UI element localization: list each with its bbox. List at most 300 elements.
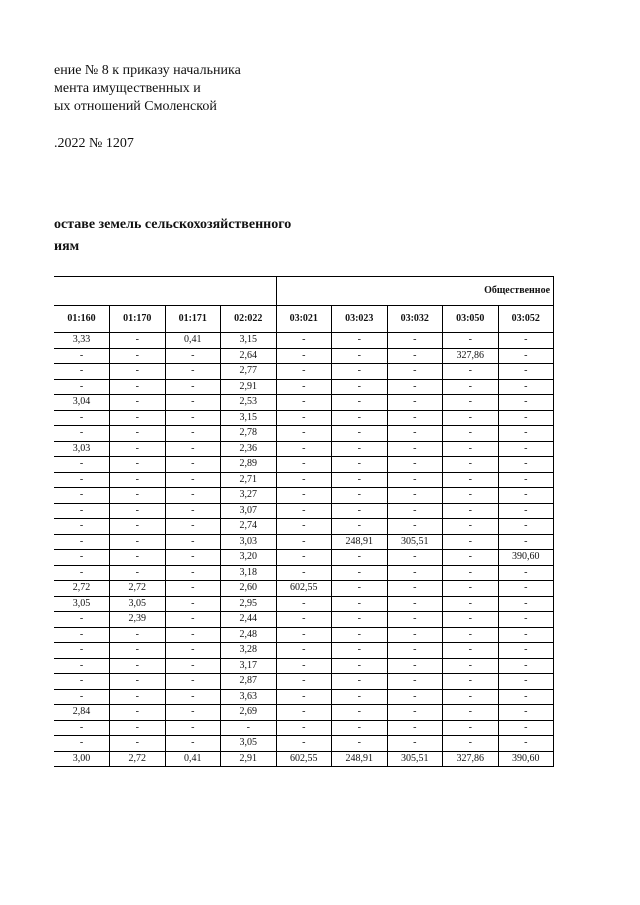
table-cell: - — [332, 426, 388, 442]
table-cell: - — [443, 565, 499, 581]
table-cell: - — [54, 534, 110, 550]
table-cell: 3,15 — [221, 333, 277, 349]
table-cell: - — [443, 596, 499, 612]
table-cell: - — [443, 612, 499, 628]
table-cell: - — [387, 658, 443, 674]
table-cell: 3,18 — [221, 565, 277, 581]
table-cell: - — [498, 720, 554, 736]
table-cell: - — [110, 410, 166, 426]
table-cell: - — [498, 658, 554, 674]
table-cell: - — [221, 720, 277, 736]
table-cell: - — [54, 689, 110, 705]
table-cell: - — [276, 565, 332, 581]
table-cell: 2,84 — [54, 705, 110, 721]
total-cell: 305,51 — [387, 751, 443, 767]
table-cell: - — [332, 457, 388, 473]
table-cell: - — [498, 705, 554, 721]
table-cell: - — [165, 565, 221, 581]
table-cell: - — [165, 503, 221, 519]
table-cell: - — [165, 720, 221, 736]
table-row — [54, 441, 554, 457]
table-cell: - — [443, 674, 499, 690]
table-cell: 2,60 — [221, 581, 277, 597]
table-cell: - — [387, 581, 443, 597]
table-cell: - — [443, 503, 499, 519]
table-cell: 602,55 — [276, 581, 332, 597]
title-line: иям — [54, 239, 80, 254]
group-header-public: Общественное — [276, 277, 554, 306]
table-cell: - — [387, 736, 443, 752]
table-cell: - — [332, 488, 388, 504]
table-cell: - — [332, 379, 388, 395]
table-cell: - — [54, 410, 110, 426]
table-cell: - — [110, 348, 166, 364]
table-cell: 2,48 — [221, 627, 277, 643]
table-cell: - — [54, 472, 110, 488]
table-cell: - — [276, 426, 332, 442]
table-cell: - — [110, 705, 166, 721]
table-cell: - — [387, 348, 443, 364]
table-row — [54, 364, 554, 380]
table-cell: - — [110, 457, 166, 473]
table-cell: - — [110, 379, 166, 395]
table-cell: - — [443, 395, 499, 411]
table-row — [54, 720, 554, 736]
table-cell: 3,33 — [54, 333, 110, 349]
total-cell: 2,72 — [110, 751, 166, 767]
table-cell: - — [165, 426, 221, 442]
appendix-line: ых отношений Смоленской — [54, 99, 217, 114]
table-cell: - — [387, 472, 443, 488]
table-cell: 3,05 — [221, 736, 277, 752]
data-table — [54, 276, 554, 767]
column-header: 03:032 — [387, 306, 443, 333]
column-header: 03:050 — [443, 306, 499, 333]
table-cell: - — [165, 643, 221, 659]
total-cell: 2,91 — [221, 751, 277, 767]
table-cell: - — [498, 333, 554, 349]
table-cell: - — [332, 519, 388, 535]
table-cell: 3,15 — [221, 410, 277, 426]
table-cell: - — [165, 581, 221, 597]
table-row — [54, 410, 554, 426]
table-cell: - — [165, 534, 221, 550]
total-cell: 248,91 — [332, 751, 388, 767]
table-cell: - — [443, 736, 499, 752]
table-cell: - — [276, 612, 332, 628]
table-cell: - — [498, 596, 554, 612]
table-cell: - — [387, 720, 443, 736]
table-cell: - — [443, 379, 499, 395]
table-cell: 3,07 — [221, 503, 277, 519]
table-cell: - — [276, 457, 332, 473]
table-cell: - — [110, 658, 166, 674]
table-row — [54, 503, 554, 519]
table-cell: - — [276, 550, 332, 566]
table-cell: - — [276, 395, 332, 411]
table-cell: 3,63 — [221, 689, 277, 705]
table-row — [54, 689, 554, 705]
table-cell: - — [387, 379, 443, 395]
table-cell: - — [387, 612, 443, 628]
table-row — [54, 736, 554, 752]
table-row — [54, 596, 554, 612]
table-cell: - — [276, 441, 332, 457]
table-cell: - — [332, 689, 388, 705]
table-cell: 327,86 — [443, 348, 499, 364]
table-cell: - — [110, 503, 166, 519]
table-cell: - — [498, 488, 554, 504]
table-cell: - — [332, 596, 388, 612]
appendix-line: ение № 8 к приказу начальника — [54, 63, 241, 78]
table-cell: - — [165, 736, 221, 752]
table-cell: - — [54, 364, 110, 380]
table-cell: - — [276, 364, 332, 380]
table-cell: - — [165, 550, 221, 566]
table-cell: - — [387, 457, 443, 473]
table-cell: 3,27 — [221, 488, 277, 504]
table-cell: - — [387, 674, 443, 690]
table-cell: - — [443, 457, 499, 473]
table-cell: - — [443, 534, 499, 550]
table-cell: - — [387, 643, 443, 659]
table-cell: - — [443, 627, 499, 643]
table-cell: - — [276, 658, 332, 674]
table-cell: - — [165, 472, 221, 488]
table-cell: - — [332, 643, 388, 659]
table-cell: - — [110, 519, 166, 535]
table-cell: 2,72 — [54, 581, 110, 597]
column-header: 01:170 — [110, 306, 166, 333]
table-cell: - — [110, 364, 166, 380]
table-cell: - — [165, 596, 221, 612]
table-cell: - — [54, 643, 110, 659]
table-cell: - — [498, 534, 554, 550]
table-cell: 390,60 — [498, 550, 554, 566]
table-cell: - — [387, 364, 443, 380]
table-cell: - — [276, 596, 332, 612]
table-row — [54, 705, 554, 721]
title-line: оставе земель сельскохозяйственного — [54, 217, 292, 232]
table-cell: - — [54, 503, 110, 519]
table-row — [54, 581, 554, 597]
table-cell: - — [443, 426, 499, 442]
table-cell: - — [165, 519, 221, 535]
total-cell: 327,86 — [443, 751, 499, 767]
table-cell: 2,69 — [221, 705, 277, 721]
table-row — [54, 674, 554, 690]
table-row — [54, 658, 554, 674]
table-row — [54, 379, 554, 395]
table-cell: - — [387, 395, 443, 411]
order-date-number: .2022 № 1207 — [54, 136, 134, 151]
table-cell: - — [443, 720, 499, 736]
table-cell: - — [165, 348, 221, 364]
table-cell: - — [387, 410, 443, 426]
table-cell: 2,78 — [221, 426, 277, 442]
table-cell: - — [54, 457, 110, 473]
table-cell: - — [498, 441, 554, 457]
table-cell: - — [165, 674, 221, 690]
table-cell: - — [110, 441, 166, 457]
table-cell: - — [110, 426, 166, 442]
table-cell: - — [165, 457, 221, 473]
table-cell: - — [165, 488, 221, 504]
table-cell: - — [498, 503, 554, 519]
table-cell: - — [165, 441, 221, 457]
table-row — [54, 565, 554, 581]
table-cell: - — [54, 736, 110, 752]
table-cell: - — [332, 658, 388, 674]
table-cell: - — [276, 348, 332, 364]
table-row — [54, 426, 554, 442]
table-cell: - — [54, 658, 110, 674]
table-cell: - — [443, 643, 499, 659]
table-cell: - — [387, 565, 443, 581]
table-cell: - — [165, 410, 221, 426]
table-cell: - — [110, 674, 166, 690]
table-cell: - — [443, 410, 499, 426]
table-cell: - — [498, 612, 554, 628]
table-cell: - — [498, 348, 554, 364]
table-cell: - — [443, 658, 499, 674]
table-cell: - — [276, 689, 332, 705]
appendix-line: мента имущественных и — [54, 81, 201, 96]
table-cell: - — [332, 674, 388, 690]
table-cell: - — [276, 643, 332, 659]
table-cell: 2,36 — [221, 441, 277, 457]
table-cell: - — [498, 472, 554, 488]
column-header: 01:171 — [165, 306, 221, 333]
table-row — [54, 534, 554, 550]
table-cell: - — [498, 457, 554, 473]
table-cell: - — [387, 503, 443, 519]
table-cell: - — [165, 612, 221, 628]
table-cell: - — [110, 534, 166, 550]
table-row — [54, 550, 554, 566]
table-cell: - — [498, 565, 554, 581]
table-cell: - — [387, 627, 443, 643]
table-cell: - — [54, 720, 110, 736]
table-cell: - — [54, 379, 110, 395]
table-cell: - — [54, 488, 110, 504]
table-cell: 2,44 — [221, 612, 277, 628]
table-cell: - — [54, 519, 110, 535]
table-cell: - — [332, 565, 388, 581]
table-cell: - — [332, 550, 388, 566]
table-cell: - — [276, 534, 332, 550]
table-cell: - — [332, 395, 388, 411]
table-cell: - — [110, 488, 166, 504]
table-cell: - — [276, 333, 332, 349]
table-cell: - — [54, 550, 110, 566]
table-cell: - — [332, 627, 388, 643]
table-cell: - — [110, 689, 166, 705]
table-cell: - — [276, 503, 332, 519]
table-cell: 3,03 — [221, 534, 277, 550]
table-cell: 2,95 — [221, 596, 277, 612]
document-title — [54, 214, 291, 258]
table-cell: - — [276, 410, 332, 426]
table-cell: - — [443, 441, 499, 457]
table-cell: - — [332, 410, 388, 426]
table-cell: - — [54, 674, 110, 690]
table-cell: - — [332, 364, 388, 380]
table-body — [54, 333, 554, 767]
table-row — [54, 643, 554, 659]
data-table-container — [54, 276, 554, 767]
total-cell: 390,60 — [498, 751, 554, 767]
table-cell: - — [276, 736, 332, 752]
table-cell: 2,87 — [221, 674, 277, 690]
table-cell: - — [332, 736, 388, 752]
table-cell: - — [498, 410, 554, 426]
table-cell: 2,71 — [221, 472, 277, 488]
table-cell: - — [110, 736, 166, 752]
table-cell: - — [110, 550, 166, 566]
column-header: 03:023 — [332, 306, 388, 333]
table-cell: 305,51 — [387, 534, 443, 550]
table-cell: - — [165, 364, 221, 380]
table-cell: 3,04 — [54, 395, 110, 411]
table-row — [54, 395, 554, 411]
table-cell: - — [110, 627, 166, 643]
table-cell: - — [498, 643, 554, 659]
table-cell: - — [498, 581, 554, 597]
table-cell: - — [498, 426, 554, 442]
table-cell: - — [387, 550, 443, 566]
table-row — [54, 627, 554, 643]
table-cell: - — [332, 472, 388, 488]
table-cell: - — [387, 689, 443, 705]
table-cell: - — [276, 627, 332, 643]
column-header: 02:022 — [221, 306, 277, 333]
table-cell: 2,74 — [221, 519, 277, 535]
column-header: 01:160 — [54, 306, 110, 333]
table-cell: - — [165, 379, 221, 395]
table-cell: - — [443, 581, 499, 597]
table-cell: - — [110, 333, 166, 349]
table-row — [54, 519, 554, 535]
table-cell: 3,05 — [110, 596, 166, 612]
table-row — [54, 488, 554, 504]
table-cell: - — [165, 689, 221, 705]
table-cell: - — [54, 612, 110, 628]
table-cell: - — [332, 348, 388, 364]
table-cell: 0,41 — [165, 333, 221, 349]
table-cell: - — [165, 395, 221, 411]
table-cell: - — [276, 705, 332, 721]
table-cell: - — [498, 519, 554, 535]
table-cell: - — [110, 720, 166, 736]
table-cell: - — [498, 627, 554, 643]
table-cell: - — [443, 333, 499, 349]
table-cell: - — [110, 472, 166, 488]
table-cell: - — [498, 674, 554, 690]
table-cell: - — [498, 364, 554, 380]
table-cell: - — [387, 441, 443, 457]
table-cell: - — [276, 519, 332, 535]
table-cell: - — [54, 426, 110, 442]
table-cell: - — [387, 333, 443, 349]
column-code-row — [54, 306, 554, 333]
table-cell: 3,05 — [54, 596, 110, 612]
table-cell: - — [165, 658, 221, 674]
group-header-left — [54, 277, 276, 306]
total-cell: 602,55 — [276, 751, 332, 767]
table-cell: - — [443, 705, 499, 721]
group-header-row — [54, 277, 554, 306]
appendix-header — [54, 62, 241, 116]
table-cell: - — [54, 348, 110, 364]
table-cell: - — [443, 472, 499, 488]
table-cell: - — [332, 333, 388, 349]
table-cell: 2,89 — [221, 457, 277, 473]
table-cell: 3,17 — [221, 658, 277, 674]
table-cell: 2,77 — [221, 364, 277, 380]
table-cell: - — [443, 364, 499, 380]
table-cell: - — [498, 689, 554, 705]
table-cell: - — [165, 705, 221, 721]
table-cell: - — [387, 488, 443, 504]
table-row — [54, 457, 554, 473]
table-cell: - — [498, 395, 554, 411]
table-cell: - — [276, 472, 332, 488]
table-cell: - — [387, 596, 443, 612]
table-cell: - — [110, 395, 166, 411]
table-cell: - — [332, 441, 388, 457]
table-cell: - — [387, 426, 443, 442]
table-cell: - — [387, 519, 443, 535]
table-cell: - — [443, 550, 499, 566]
table-cell: 248,91 — [332, 534, 388, 550]
table-row — [54, 472, 554, 488]
table-cell: - — [443, 519, 499, 535]
column-header: 03:021 — [276, 306, 332, 333]
column-header: 03:052 — [498, 306, 554, 333]
table-cell: - — [276, 488, 332, 504]
table-cell: - — [332, 720, 388, 736]
table-cell: - — [498, 379, 554, 395]
total-cell: 0,41 — [165, 751, 221, 767]
table-row — [54, 333, 554, 349]
table-row — [54, 348, 554, 364]
table-cell: 3,20 — [221, 550, 277, 566]
table-cell: - — [54, 627, 110, 643]
table-cell: - — [443, 488, 499, 504]
table-cell: - — [110, 565, 166, 581]
total-cell: 3,00 — [54, 751, 110, 767]
table-cell: - — [498, 736, 554, 752]
table-cell: - — [443, 689, 499, 705]
table-cell: 2,72 — [110, 581, 166, 597]
table-cell: - — [332, 705, 388, 721]
total-row — [54, 751, 554, 767]
table-cell: - — [332, 581, 388, 597]
table-cell: 3,28 — [221, 643, 277, 659]
table-row — [54, 612, 554, 628]
table-cell: - — [110, 643, 166, 659]
table-cell: 2,39 — [110, 612, 166, 628]
table-cell: - — [332, 503, 388, 519]
table-cell: - — [276, 720, 332, 736]
table-cell: - — [54, 565, 110, 581]
table-cell: 2,64 — [221, 348, 277, 364]
table-cell: - — [332, 612, 388, 628]
table-cell: - — [276, 674, 332, 690]
table-cell: 3,03 — [54, 441, 110, 457]
table-cell: - — [165, 627, 221, 643]
